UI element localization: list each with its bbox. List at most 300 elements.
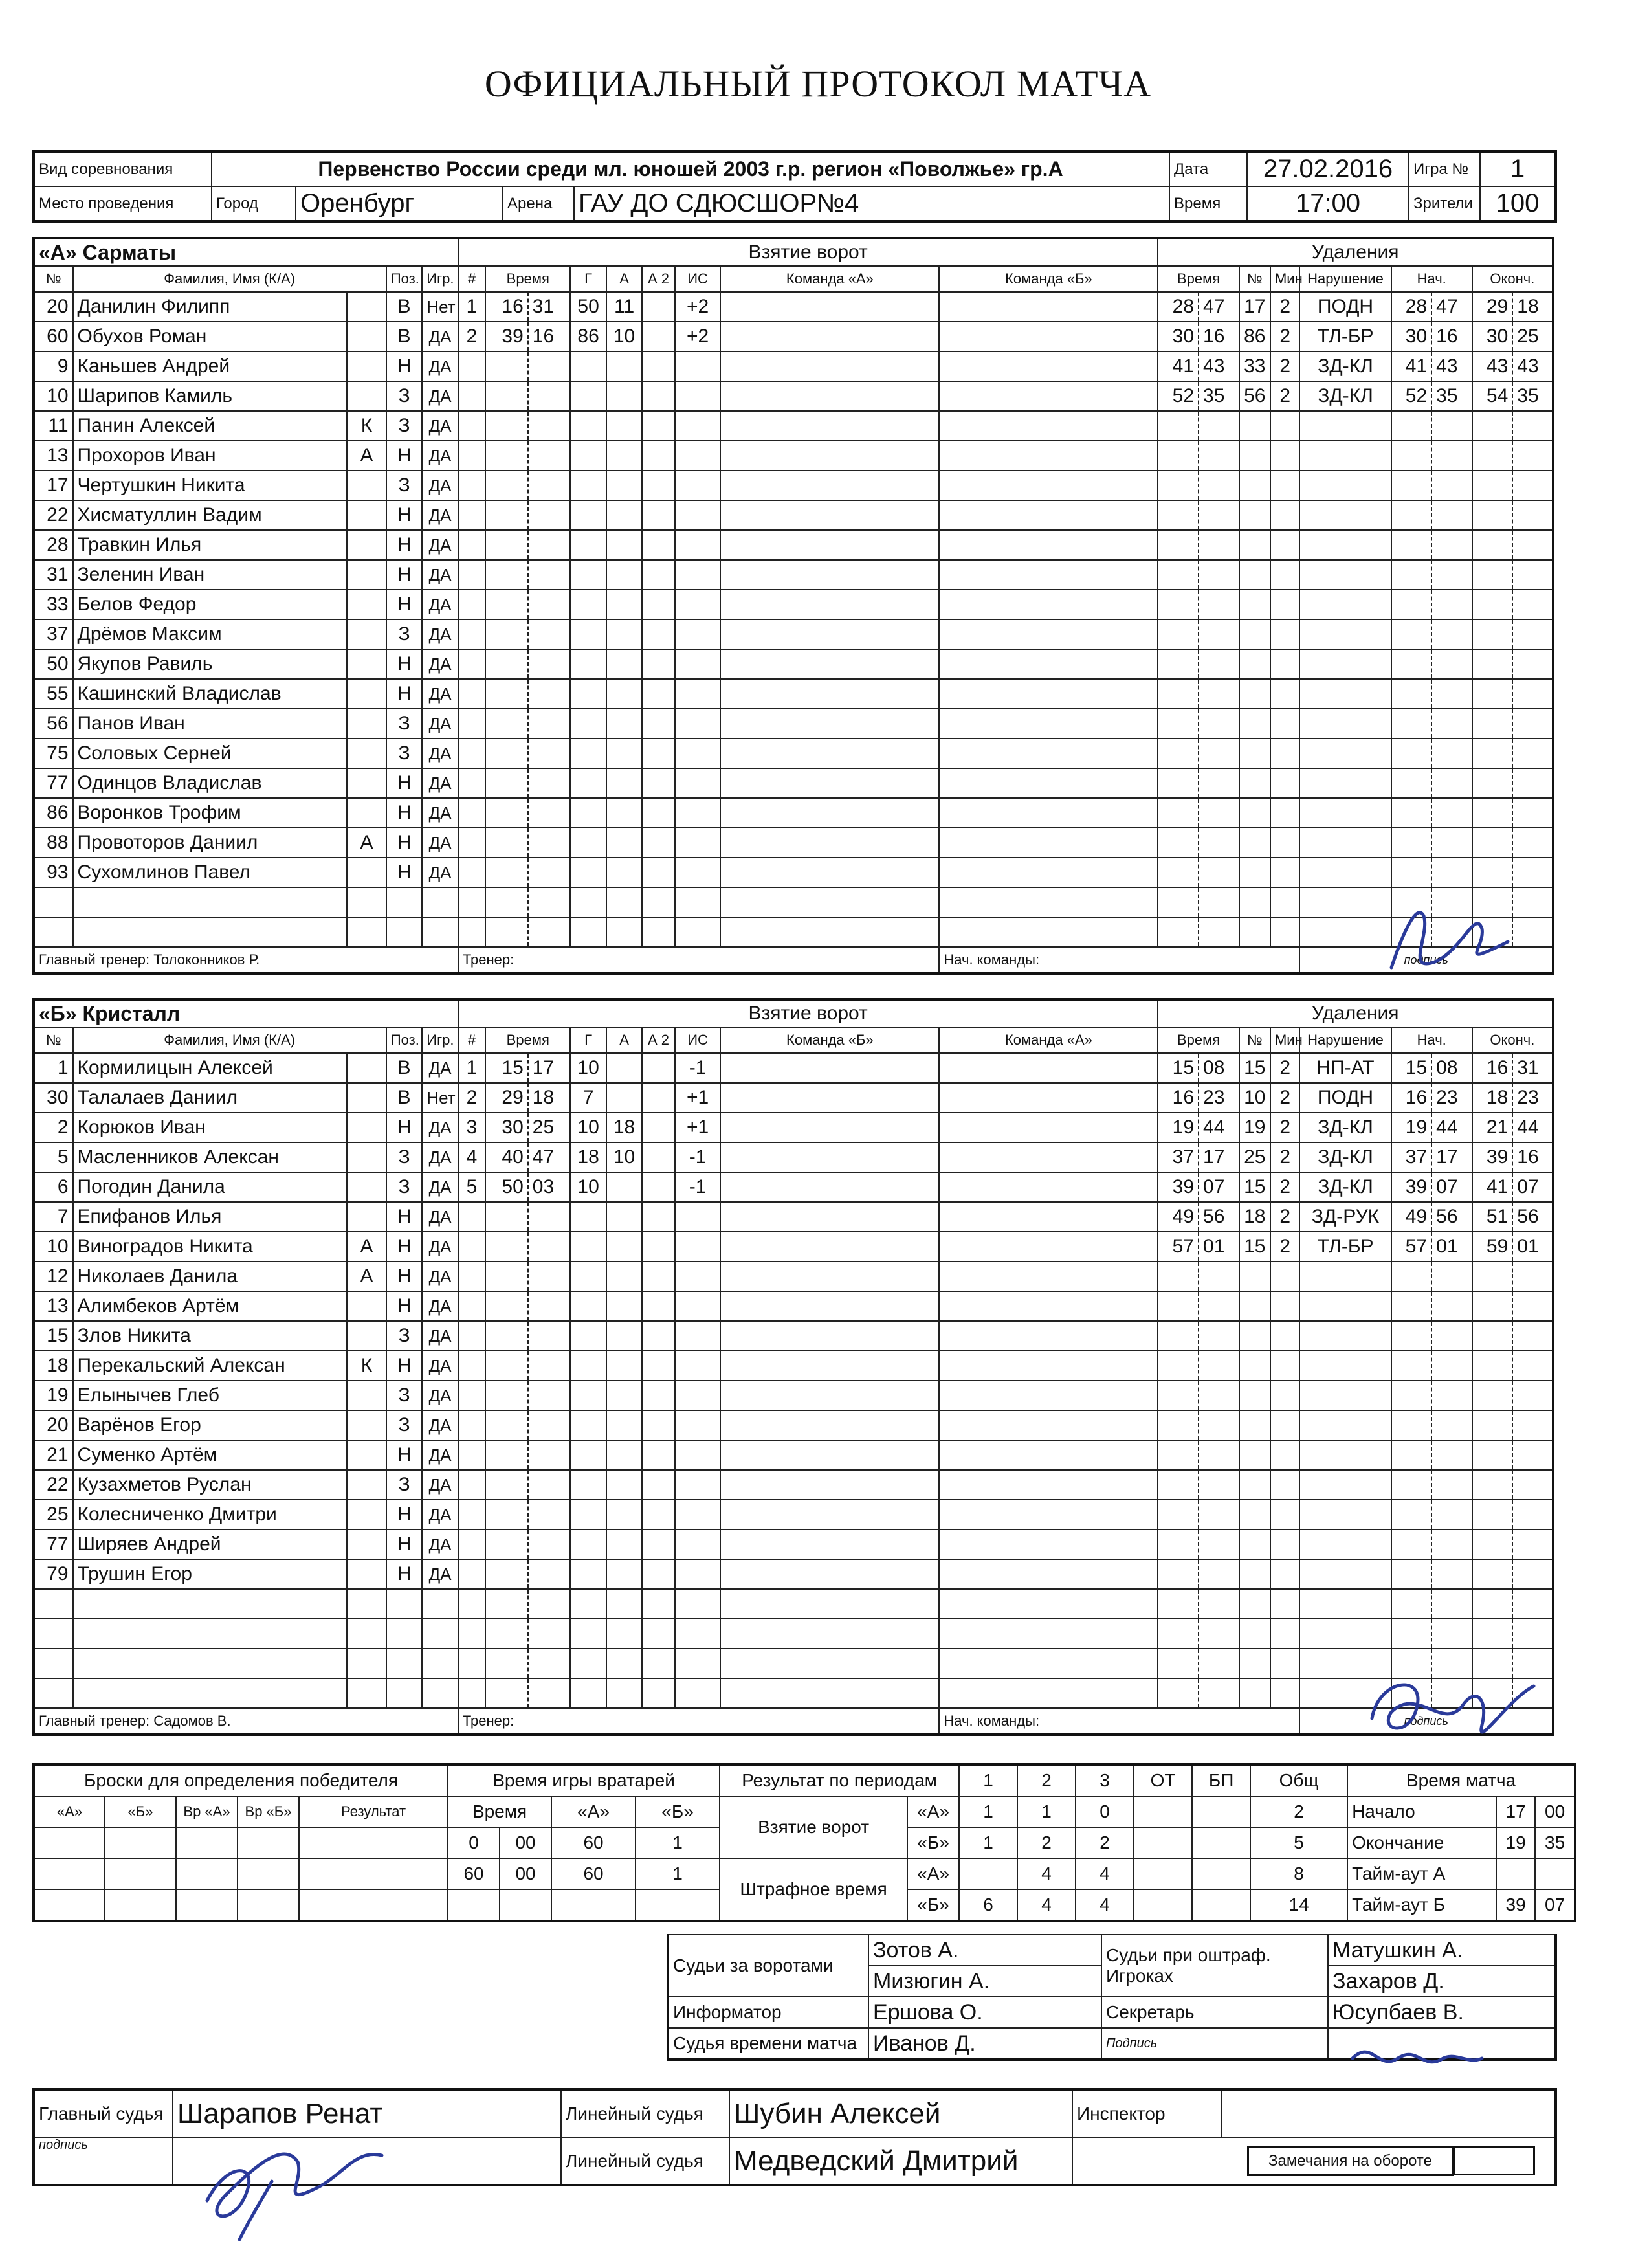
penalty-violation [1299, 1381, 1391, 1410]
player-captain-mark [347, 322, 386, 351]
penalty-start-sec: 56 [1432, 1202, 1472, 1232]
goal-assist2 [642, 1142, 674, 1172]
goal-number [458, 500, 485, 530]
penalty-second: 35 [1199, 381, 1239, 411]
penalty-violation [1299, 649, 1391, 679]
goal-second [528, 858, 571, 887]
team-grid-first [720, 828, 939, 858]
team-grid-second [939, 887, 1158, 917]
goal-scorer [570, 1291, 606, 1321]
penalty-start-min [1391, 679, 1432, 709]
pen-b-p2: 4 [1017, 1889, 1076, 1921]
goal-assist [606, 1083, 642, 1113]
penalty-start-sec [1432, 1559, 1472, 1589]
penalty-end-min [1472, 1262, 1513, 1291]
penalty-player [1239, 649, 1270, 679]
penalty-end-min [1472, 500, 1513, 530]
penalty-start-sec: 17 [1432, 1142, 1472, 1172]
col-pen-min: Мин [1270, 1027, 1299, 1053]
linesman-2-label: Линейный судья [561, 2137, 729, 2185]
player-number: 77 [34, 1529, 73, 1559]
team-grid-first [720, 1381, 939, 1410]
penalty-start-min [1391, 739, 1432, 768]
penalty-violation [1299, 1440, 1391, 1470]
goal-assist2 [642, 1172, 674, 1202]
team-grid-second [939, 679, 1158, 709]
pen-a-p1 [959, 1858, 1017, 1889]
shootout-cell [105, 1889, 176, 1921]
timeout-a-label: Тайм-аут А [1347, 1858, 1496, 1889]
team-grid-second [939, 1202, 1158, 1232]
goal-assist [606, 1321, 642, 1351]
shootout-cell [176, 1827, 238, 1858]
penalty-end-sec [1512, 1619, 1553, 1649]
penalty-violation [1299, 917, 1391, 947]
period-ot-header: ОТ [1134, 1764, 1192, 1796]
goal-number [458, 619, 485, 649]
penalty-second: 56 [1199, 1202, 1239, 1232]
goal-scorer [570, 590, 606, 619]
pen-b-tag: «Б» [907, 1889, 959, 1921]
player-name [73, 1589, 348, 1619]
goal-second: 31 [528, 292, 571, 322]
penalty-second [1199, 1589, 1239, 1619]
player-played: ДА [422, 679, 458, 709]
pen-b-bp [1192, 1889, 1250, 1921]
penalty-end-min: 59 [1472, 1232, 1513, 1262]
goal-scorer: 10 [570, 1172, 606, 1202]
penalty-minute: 37 [1158, 1142, 1199, 1172]
goal-minute [485, 500, 528, 530]
penalty-end-min: 18 [1472, 1083, 1513, 1113]
goal-second [528, 1410, 571, 1440]
goal-assist: 18 [606, 1113, 642, 1142]
timekeeper-value: Иванов Д. [868, 2028, 1101, 2060]
goal-number [458, 590, 485, 619]
penalty-start-min: 19 [1391, 1113, 1432, 1142]
goal-second [528, 560, 571, 590]
goals-section-title: Взятие ворот [458, 999, 1158, 1027]
goal-situation [675, 1321, 721, 1351]
penalty-player [1239, 1262, 1270, 1291]
penalty-player [1239, 1500, 1270, 1529]
period-3-header: 3 [1076, 1764, 1134, 1796]
player-captain-mark [347, 709, 386, 739]
goal-assist2 [642, 1559, 674, 1589]
player-row [34, 1142, 1553, 1172]
goal-situation [675, 649, 721, 679]
linesman-1-label: Линейный судья [561, 2089, 729, 2137]
goal-situation [675, 530, 721, 560]
penalty-player [1239, 828, 1270, 858]
penalty-start-min [1391, 441, 1432, 471]
player-position: Н [386, 828, 422, 858]
penalty-end-min [1472, 1351, 1513, 1381]
team-grid-second [939, 560, 1158, 590]
penalty-start-min [1391, 560, 1432, 590]
penalty-end-min [1472, 411, 1513, 441]
head-coach: Главный тренер: Садомов В. [34, 1708, 458, 1735]
goal-scorer [570, 1321, 606, 1351]
goalie-2-b: 1 [636, 1858, 720, 1889]
penalty-second [1199, 471, 1239, 500]
penalty-start-sec [1432, 619, 1472, 649]
team-grid-first [720, 1559, 939, 1589]
team-grid-second [939, 351, 1158, 381]
goal-assist [606, 381, 642, 411]
goal-number [458, 858, 485, 887]
penalty-end-sec [1512, 649, 1553, 679]
linesman-1-value: Шубин Алексей [729, 2089, 1072, 2137]
goal-second [528, 1440, 571, 1470]
player-position [386, 1678, 422, 1708]
penalty-minutes: 2 [1270, 1232, 1299, 1262]
player-name: Трушин Егор [73, 1559, 348, 1589]
goal-assist [606, 1470, 642, 1500]
player-name: Елынычев Глеб [73, 1381, 348, 1410]
goal-assist [606, 1529, 642, 1559]
player-played: ДА [422, 1113, 458, 1142]
goal-minute [485, 1232, 528, 1262]
penalty-judge-2: Захаров Д. [1328, 1966, 1556, 1997]
player-position: З [386, 1321, 422, 1351]
shootout-cell [299, 1858, 448, 1889]
penalty-end-min: 30 [1472, 322, 1513, 351]
player-captain-mark [347, 649, 386, 679]
penalty-minute [1158, 1381, 1199, 1410]
penalty-end-sec: 18 [1512, 292, 1553, 322]
col-goal-num: # [458, 1027, 485, 1053]
referee-value: Шарапов Ренат [173, 2089, 561, 2137]
goal-minute [485, 351, 528, 381]
player-number [34, 1678, 73, 1708]
team-grid-second [939, 1262, 1158, 1291]
penalty-minute [1158, 1291, 1199, 1321]
player-captain-mark [347, 1142, 386, 1172]
player-number: 15 [34, 1321, 73, 1351]
pen-a-total: 8 [1250, 1858, 1347, 1889]
goal-situation [675, 411, 721, 441]
goal-assist2 [642, 649, 674, 679]
goal-assist [606, 1440, 642, 1470]
penalty-end-sec: 56 [1512, 1202, 1553, 1232]
penalty-start-sec [1432, 471, 1472, 500]
player-number: 33 [34, 590, 73, 619]
penalty-violation [1299, 739, 1391, 768]
team-grid-first [720, 560, 939, 590]
goal-situation [675, 709, 721, 739]
goal-assist [606, 441, 642, 471]
penalty-second: 23 [1199, 1083, 1239, 1113]
player-name [73, 1649, 348, 1678]
inspector-label: Инспектор [1072, 2089, 1221, 2137]
penalty-start-sec [1432, 679, 1472, 709]
penalty-second: 17 [1199, 1142, 1239, 1172]
goals-a-ot [1134, 1796, 1192, 1827]
penalty-start-min [1391, 1619, 1432, 1649]
player-row [34, 1500, 1553, 1529]
penalty-start-min [1391, 590, 1432, 619]
penalty-second: 47 [1199, 292, 1239, 322]
goal-assist [606, 530, 642, 560]
player-position: З [386, 471, 422, 500]
goal-second [528, 1232, 571, 1262]
competition-value: Первенство России среди мл. юношей 2003 г.р. регион «Поволжье» гр.А [212, 151, 1169, 186]
penalty-player [1239, 1619, 1270, 1649]
penalty-start-min: 41 [1391, 351, 1432, 381]
penalty-minutes: 2 [1270, 1202, 1299, 1232]
player-captain-mark [347, 1678, 386, 1708]
team-grid-first [720, 292, 939, 322]
goals-a-bp [1192, 1796, 1250, 1827]
penalty-minute: 19 [1158, 1113, 1199, 1142]
goal-second [528, 590, 571, 619]
penalty-start-sec: 35 [1432, 381, 1472, 411]
shootout-col-gb: Вр «Б» [238, 1796, 299, 1827]
penalty-minute [1158, 500, 1199, 530]
penalty-end-sec [1512, 828, 1553, 858]
goal-minute [485, 441, 528, 471]
penalty-minute: 28 [1158, 292, 1199, 322]
penalty-minute [1158, 471, 1199, 500]
penalty-start-min [1391, 500, 1432, 530]
goal-second [528, 1291, 571, 1321]
goal-second [528, 381, 571, 411]
player-number: 20 [34, 292, 73, 322]
penalty-player: 33 [1239, 351, 1270, 381]
goal-number [458, 1440, 485, 1470]
goal-situation: +2 [675, 322, 721, 351]
goal-situation [675, 768, 721, 798]
team-grid-second [939, 1649, 1158, 1678]
penalty-minute: 15 [1158, 1053, 1199, 1083]
penalty-start-sec [1432, 1321, 1472, 1351]
penalty-start-sec [1432, 411, 1472, 441]
goal-minute [485, 411, 528, 441]
goals-section-title: Взятие ворот [458, 238, 1158, 266]
goal-number [458, 1619, 485, 1649]
goal-assist: 11 [606, 292, 642, 322]
goal-minute [485, 1202, 528, 1232]
team-grid-first [720, 1083, 939, 1113]
penalty-minutes [1270, 411, 1299, 441]
goal-situation [675, 828, 721, 858]
goal-number [458, 1678, 485, 1708]
player-captain-mark [347, 1291, 386, 1321]
penalty-end-min: 43 [1472, 351, 1513, 381]
player-name: Дрёмов Максим [73, 619, 348, 649]
goal-scorer [570, 1232, 606, 1262]
penalty-player [1239, 1410, 1270, 1440]
penalty-start-sec [1432, 858, 1472, 887]
goal-number [458, 1589, 485, 1619]
team-grid-second [939, 798, 1158, 828]
goal-number [458, 709, 485, 739]
team-grid-first [720, 1470, 939, 1500]
penalty-minutes [1270, 1470, 1299, 1500]
penalty-end-min [1472, 798, 1513, 828]
player-row [34, 917, 1553, 947]
penalty-judges-label: Судьи при оштраф. Игроках [1101, 1935, 1328, 1997]
penalty-start-sec: 01 [1432, 1232, 1472, 1262]
goal-scorer: 86 [570, 322, 606, 351]
penalty-end-sec: 01 [1512, 1232, 1553, 1262]
penalty-second [1199, 917, 1239, 947]
player-number: 9 [34, 351, 73, 381]
penalty-player [1239, 1649, 1270, 1678]
date-value: 27.02.2016 [1247, 151, 1409, 186]
goals-b-tag: «Б» [907, 1827, 959, 1858]
player-name: Белов Федор [73, 590, 348, 619]
penalty-second [1199, 1351, 1239, 1381]
col-pos: Поз. [386, 1027, 422, 1053]
goal-situation [675, 1500, 721, 1529]
goal-assist [606, 1410, 642, 1440]
penalty-end-min [1472, 649, 1513, 679]
player-row [34, 530, 1553, 560]
game-value: 1 [1480, 151, 1556, 186]
goal-assist [606, 619, 642, 649]
player-position: В [386, 1083, 422, 1113]
date-label: Дата [1169, 151, 1247, 186]
goal-situation [675, 798, 721, 828]
col-assist2: А 2 [642, 1027, 674, 1053]
team-grid-second [939, 1500, 1158, 1529]
player-played [422, 1649, 458, 1678]
goals-a-total: 2 [1250, 1796, 1347, 1827]
goal-situation: +2 [675, 292, 721, 322]
penalty-minute: 30 [1158, 322, 1199, 351]
player-captain-mark [347, 739, 386, 768]
player-number [34, 1589, 73, 1619]
penalty-end-sec: 44 [1512, 1113, 1553, 1142]
player-captain-mark [347, 590, 386, 619]
penalty-minute [1158, 887, 1199, 917]
penalty-minutes [1270, 1381, 1299, 1410]
goal-number: 2 [458, 322, 485, 351]
penalty-violation [1299, 1291, 1391, 1321]
penalty-minute [1158, 1500, 1199, 1529]
penalty-start-min [1391, 1381, 1432, 1410]
penalty-end-sec [1512, 679, 1553, 709]
player-position: З [386, 739, 422, 768]
goal-second [528, 739, 571, 768]
shootout-cell [238, 1827, 299, 1858]
goal-minute [485, 1678, 528, 1708]
goal-minute [485, 649, 528, 679]
player-number [34, 1619, 73, 1649]
team-chief-label: Нач. команды: [939, 947, 1299, 973]
penalty-minute [1158, 1321, 1199, 1351]
player-played: ДА [422, 471, 458, 500]
start-hh: 17 [1496, 1796, 1535, 1827]
penalty-player [1239, 590, 1270, 619]
penalty-minutes [1270, 619, 1299, 649]
goal-scorer [570, 411, 606, 441]
penalty-minutes [1270, 798, 1299, 828]
penalty-start-sec [1432, 1410, 1472, 1440]
goals-b-p2: 2 [1017, 1827, 1076, 1858]
goal-second: 47 [528, 1142, 571, 1172]
col-team-second: Команда «А» [939, 1027, 1158, 1053]
goal-assist2 [642, 411, 674, 441]
player-row [34, 351, 1553, 381]
penalty-start-sec [1432, 441, 1472, 471]
col-assist2: А 2 [642, 266, 674, 292]
team-grid-first [720, 1053, 939, 1083]
penalty-end-sec: 31 [1512, 1053, 1553, 1083]
player-captain-mark [347, 1470, 386, 1500]
penalty-second: 16 [1199, 322, 1239, 351]
player-row [34, 1321, 1553, 1351]
goal-scorer [570, 381, 606, 411]
goal-assist [606, 1589, 642, 1619]
goal-number [458, 679, 485, 709]
player-number: 25 [34, 1500, 73, 1529]
player-position: Н [386, 1500, 422, 1529]
goal-second [528, 1470, 571, 1500]
penalty-end-sec: 35 [1512, 381, 1553, 411]
penalty-player [1239, 1529, 1270, 1559]
penalty-player [1239, 798, 1270, 828]
goal-number: 4 [458, 1142, 485, 1172]
goal-second [528, 1649, 571, 1678]
goal-judge-2: Мизюгин А. [868, 1966, 1101, 1997]
player-position: Н [386, 1291, 422, 1321]
penalty-start-min: 49 [1391, 1202, 1432, 1232]
goal-assist [606, 798, 642, 828]
player-number: 7 [34, 1202, 73, 1232]
goal-assist2 [642, 590, 674, 619]
penalty-start-sec [1432, 1381, 1472, 1410]
penalty-start-sec: 08 [1432, 1053, 1472, 1083]
penalty-minute [1158, 1410, 1199, 1440]
goal-number: 3 [458, 1113, 485, 1142]
col-goal-scorer: Г [570, 266, 606, 292]
player-number: 88 [34, 828, 73, 858]
goal-situation: -1 [675, 1053, 721, 1083]
penalty-violation: ТЛ-БР [1299, 322, 1391, 351]
player-row [34, 381, 1553, 411]
goal-second: 25 [528, 1113, 571, 1142]
team-a-table [32, 237, 1554, 975]
penalty-second [1199, 530, 1239, 560]
player-name: Сухомлинов Павел [73, 858, 348, 887]
penalty-violation [1299, 1262, 1391, 1291]
goal-assist [606, 649, 642, 679]
goal-situation [675, 1291, 721, 1321]
penalty-minutes [1270, 1410, 1299, 1440]
penalty-player [1239, 471, 1270, 500]
team-grid-first [720, 1678, 939, 1708]
goal-number [458, 1559, 485, 1589]
goal-second [528, 1202, 571, 1232]
penalty-violation [1299, 411, 1391, 441]
team-grid-first [720, 1142, 939, 1172]
team-grid-first [720, 590, 939, 619]
arena-value: ГАУ ДО СДЮСШОР№4 [574, 186, 1169, 221]
penalty-violation: ЗД-РУК [1299, 1202, 1391, 1232]
penalty-player: 86 [1239, 322, 1270, 351]
goal-minute: 15 [485, 1053, 528, 1083]
goal-minute [485, 1470, 528, 1500]
penalty-violation [1299, 441, 1391, 471]
player-name: Николаев Данила [73, 1262, 348, 1291]
player-played: ДА [422, 798, 458, 828]
player-position [386, 917, 422, 947]
penalties-section-title: Удаления [1158, 238, 1553, 266]
team-grid-second [939, 828, 1158, 858]
